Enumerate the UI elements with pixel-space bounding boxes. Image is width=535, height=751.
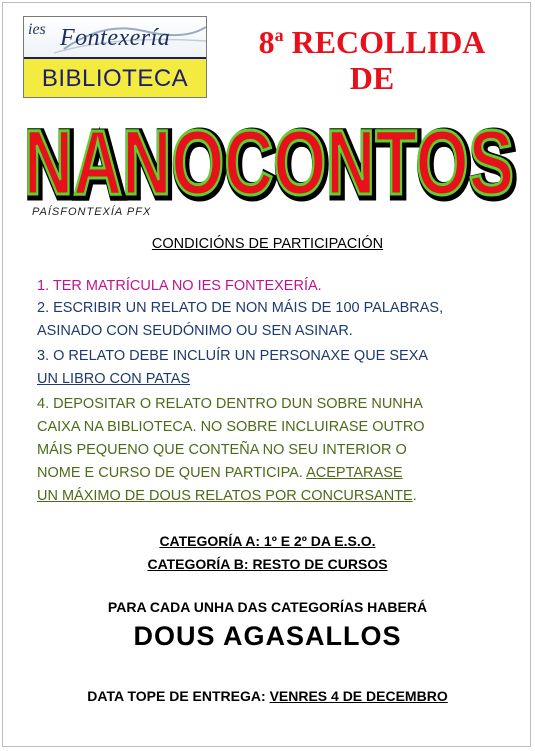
rule-4-line-4 <box>37 462 403 484</box>
category-a: CATEGORÍA A: 1º E 2º DA E.S.O. <box>159 533 376 549</box>
title-word: RECOLLIDA <box>291 24 486 60</box>
title-line-2: DE <box>349 60 395 96</box>
rule-4-period: . <box>412 488 417 504</box>
rule-4-line-5 <box>37 485 417 507</box>
logo-library-band <box>24 57 206 98</box>
deadline-date: VENRES 4 DE DECEMBRO <box>269 688 448 704</box>
conditions-heading: CONDICIÓNS DE PARTICIPACIÓN <box>151 236 384 252</box>
title-number: 8 <box>258 24 275 60</box>
rule-4-accept-text: ACEPTARASE <box>306 465 403 481</box>
title-superscript: a <box>274 25 284 45</box>
deadline <box>0 688 535 704</box>
banner-word: NANOCONTOS <box>24 112 514 214</box>
school-library-logo <box>23 16 207 98</box>
prize-intro: PARA CADA UNHA DAS CATEGORÍAS HABERÁ <box>107 599 428 615</box>
rule-4-line-3: MÁIS PEQUENO QUE CONTEÑA NO SEU INTERIOR O <box>37 442 407 458</box>
logo-header <box>24 17 206 57</box>
logo-prefix: ies <box>28 21 46 38</box>
banner-credit: PAÍSFONTEXÍA PFX <box>32 206 152 218</box>
rule-2-line-1: 2. ESCRIBIR UN RELATO DE NON MÁIS DE 100 PALABRAS, <box>37 300 444 316</box>
poster-title <box>222 24 522 96</box>
deadline-label: DATA TOPE DE ENTREGA: <box>87 688 270 704</box>
prize-headline: DOUS AGASALLOS <box>133 621 402 651</box>
rule-2-line-2: ASINADO CON SEUDÓNIMO OU SEN ASINAR. <box>37 323 353 339</box>
rule-1: 1. TER MATRÍCULA NO IES FONTEXERÍA. <box>37 278 322 294</box>
rule-3-line-2: UN LIBRO CON PATAS <box>37 371 191 387</box>
logo-library-label: BIBLIOTECA <box>41 65 189 92</box>
rule-4-maximum-text: UN MÁXIMO DE DOUS RELATOS POR CONCURSANTE <box>37 488 413 504</box>
rule-4-line-1: 4. DEPOSITAR O RELATO DENTRO DUN SOBRE NUNHA <box>37 396 423 412</box>
logo-school-name: Fontexería <box>60 25 171 51</box>
banner-shadow: NANOCONTOS <box>26 114 516 216</box>
rule-4-line-2: CAIXA NA BIBLIOTECA. NO SOBRE INCLUIRASE OUTRO <box>37 419 425 435</box>
category-b: CATEGORÍA B: RESTO DE CURSOS <box>147 556 388 572</box>
rule-3-line-1: 3. O RELATO DEBE INCLUÍR UN PERSONAXE QUE SEXA <box>37 348 429 364</box>
title-line-1 <box>222 24 522 60</box>
rule-4-line-4-text: NOME E CURSO DE QUEN PARTICIPA. <box>37 465 307 481</box>
